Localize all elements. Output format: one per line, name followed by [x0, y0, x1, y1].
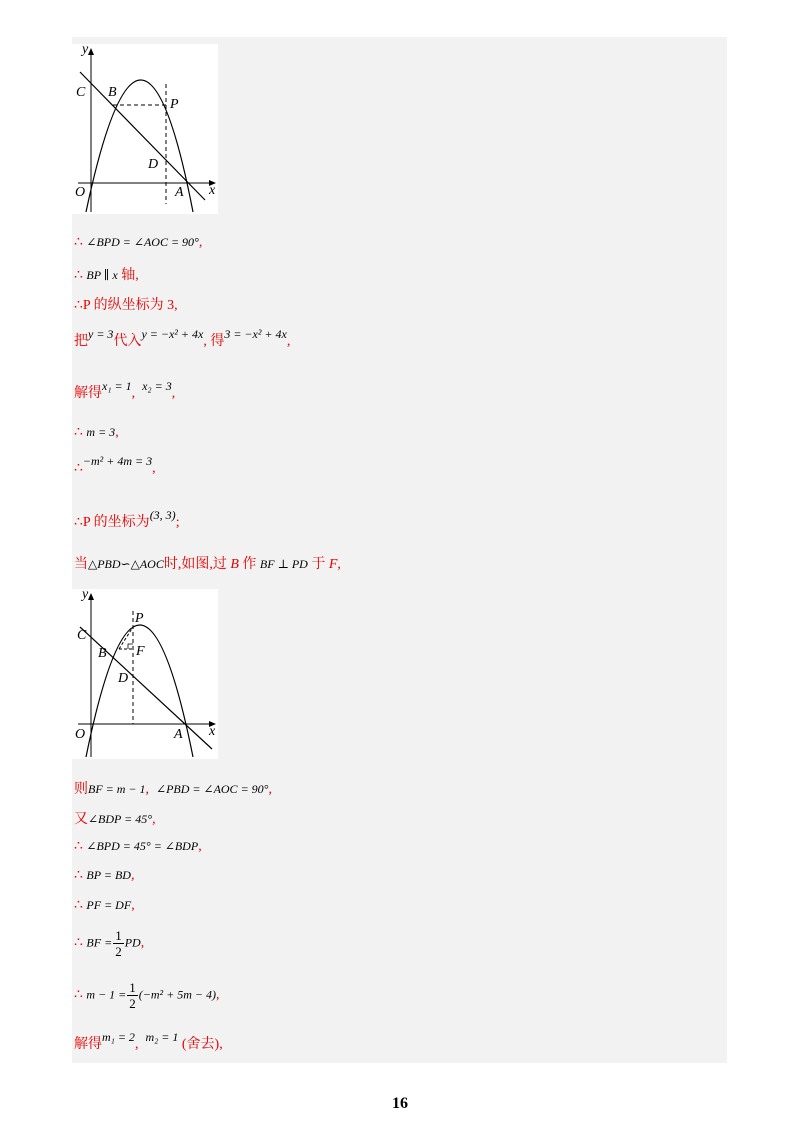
page-number: 16 [392, 1095, 408, 1112]
label-c: C [76, 85, 86, 100]
line-6: ∴ m = 3, [74, 425, 119, 440]
label-f: F [136, 644, 145, 659]
label-y: y [82, 589, 89, 602]
line-16: ∴ m − 1 = $\frac{1}{2}$ (−m² + 5m − 4), [74, 980, 220, 1011]
line-17: 解得m₁ = 2, m₂ = 1 (舍去), [74, 1030, 223, 1052]
line-5: 解得x₁ = 1, x₂ = 3, [74, 379, 176, 401]
figure-1-graph [72, 44, 218, 214]
line-15: ∴ BF = $\frac{1}{2}$ PD, [74, 928, 145, 959]
label-p: P [170, 97, 179, 112]
label-x: x [209, 183, 216, 198]
line-2: ∴ BP ∥ x 轴, [74, 268, 139, 283]
fraction-one-half: $\frac{1}{2}$ [129, 980, 136, 1011]
line-7: ∴−m² + 4m = 3, [74, 454, 156, 476]
line-12: ∴ ∠BPD = 45° = ∠BDP, [74, 839, 202, 854]
line-11: 又∠BDP = 45°, [74, 812, 156, 827]
label-a: A [174, 727, 183, 742]
line-9: 当△PBD∽△AOC时,如图,过 B 作 BF ⊥ PD 于 F, [74, 557, 341, 572]
line-10: 则BF = m − 1, ∠PBD = ∠AOC = 90°, [74, 782, 272, 797]
figure-2-graph [72, 589, 218, 759]
label-x: x [209, 724, 216, 739]
line-4: 把y = 3代入y = −x² + 4x, 得3 = −x² + 4x, [74, 327, 291, 349]
line-3: ∴P 的纵坐标为 3, [74, 298, 178, 313]
line-1: ∴ ∠BPD = ∠AOC = 90°, [74, 235, 203, 250]
figure-parabola-2 [72, 589, 218, 759]
label-d: D [148, 157, 159, 172]
label-a: A [175, 185, 184, 200]
label-o: O [75, 185, 86, 200]
label-o: O [75, 727, 86, 742]
fraction-one-half: $\frac{1}{2}$ [115, 928, 122, 959]
label-d: D [118, 671, 129, 686]
label-b: B [98, 646, 107, 661]
label-y: y [82, 44, 89, 57]
line-8: ∴P 的坐标为(3, 3); [74, 508, 180, 530]
line-13: ∴ BP = BD, [74, 868, 135, 883]
figure-parabola-1 [72, 44, 218, 214]
label-p: P [135, 611, 144, 626]
label-c: C [77, 628, 87, 643]
line-14: ∴ PF = DF, [74, 898, 135, 913]
label-b: B [108, 85, 117, 100]
